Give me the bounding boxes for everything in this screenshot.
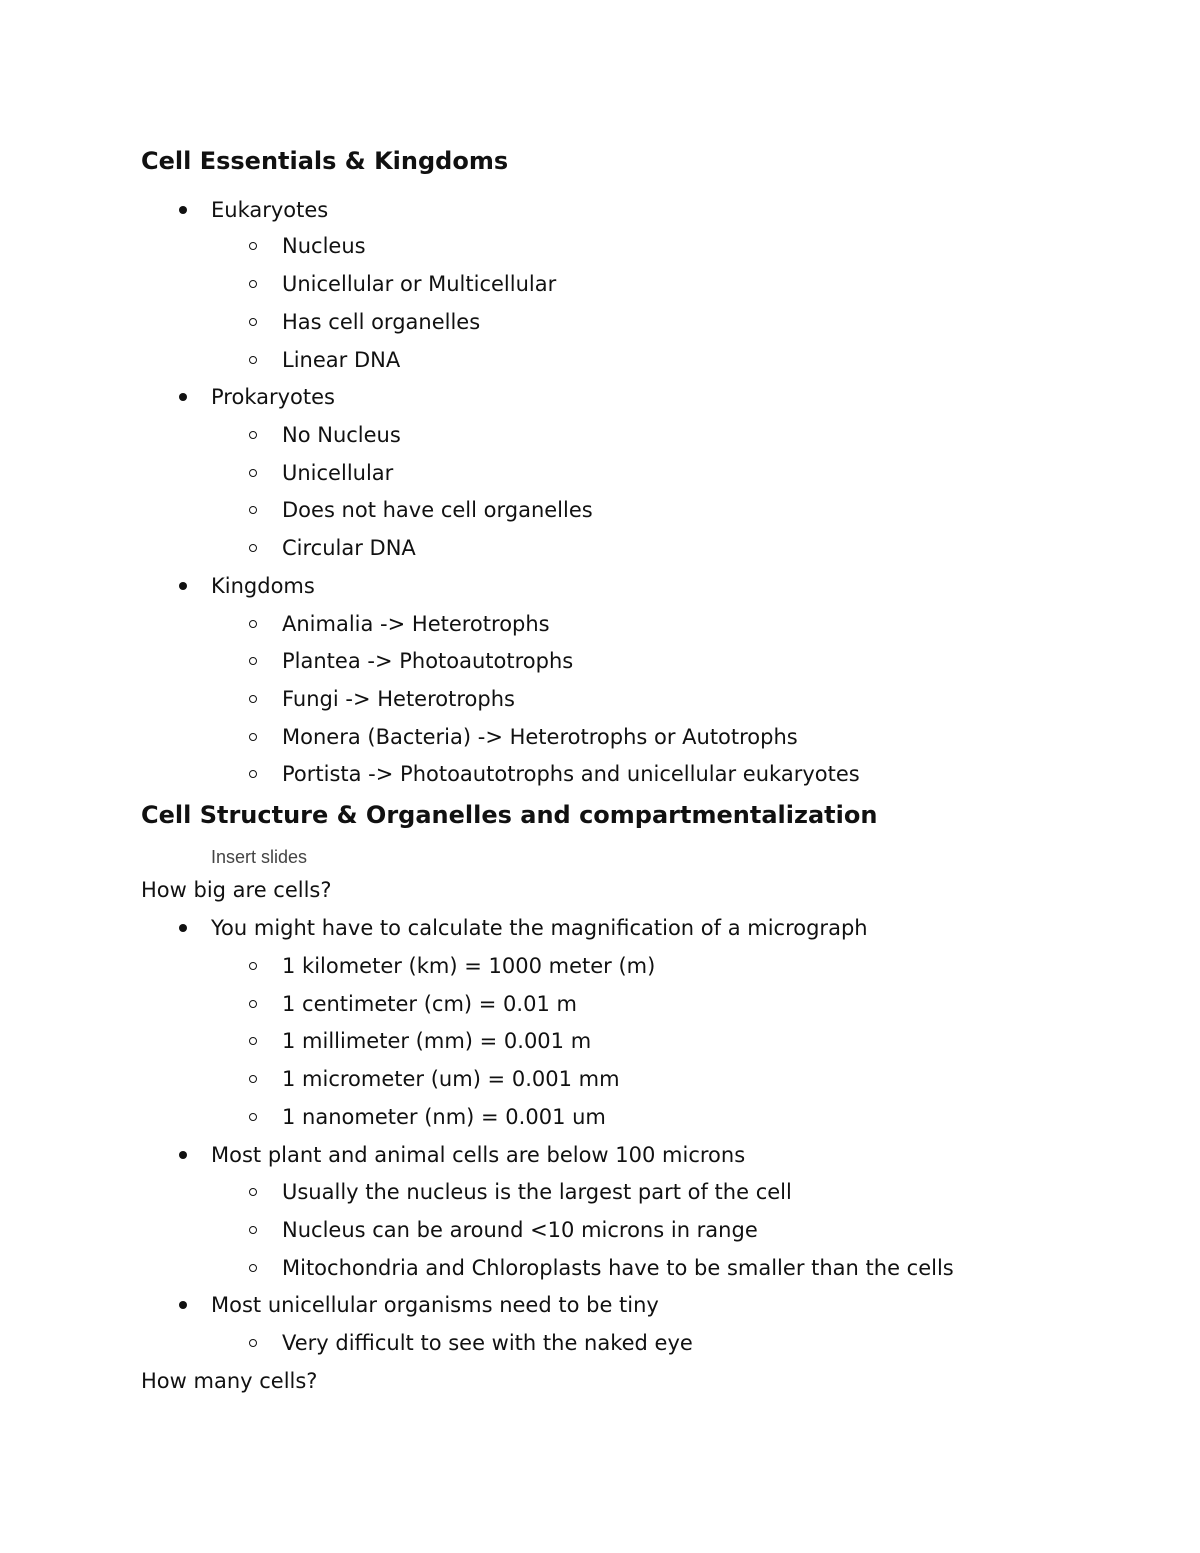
hollow-bullet-icon <box>249 620 257 628</box>
hollow-bullet-icon <box>249 242 257 250</box>
hollow-bullet-icon <box>249 356 257 364</box>
list-subitem-label: Usually the nucleus is the largest part of the cell <box>282 1180 792 1204</box>
list-subitem-label: 1 micrometer (um) = 0.001 mm <box>282 1067 620 1091</box>
list-subitem-label: Monera (Bacteria) -> Heterotrophs or Autotrophs <box>282 725 798 749</box>
list-subitem-label: 1 centimeter (cm) = 0.01 m <box>282 992 577 1016</box>
hollow-bullet-icon <box>249 657 257 665</box>
list-subitem-label: 1 millimeter (mm) = 0.001 m <box>282 1029 592 1053</box>
hollow-bullet-icon <box>249 318 257 326</box>
list-item-label: Most unicellular organisms need to be tiny <box>211 1293 659 1317</box>
hollow-bullet-icon <box>249 1264 257 1272</box>
hollow-bullet-icon <box>249 1113 257 1121</box>
hollow-bullet-icon <box>249 962 257 970</box>
section-title-cell-structure: Cell Structure & Organelles and compartmentalization <box>141 801 878 829</box>
hollow-bullet-icon <box>249 1339 257 1347</box>
list-subitem-label: Nucleus <box>282 234 366 258</box>
list-item-label: Eukaryotes <box>211 198 329 222</box>
bullet-icon <box>179 393 187 401</box>
list-item-label: Most plant and animal cells are below 100 microns <box>211 1143 746 1167</box>
list-subitem-label: Animalia -> Heterotrophs <box>282 612 550 636</box>
list-subitem-label: Plantea -> Photoautotrophs <box>282 649 574 673</box>
list-subitem-label: Linear DNA <box>282 348 401 372</box>
list-item-label: Prokaryotes <box>211 385 335 409</box>
insert-slides-note: Insert slides <box>211 847 308 867</box>
list-item-label: Kingdoms <box>211 574 315 598</box>
hollow-bullet-icon <box>249 1037 257 1045</box>
hollow-bullet-icon <box>249 469 257 477</box>
list-subitem-label: Circular DNA <box>282 536 416 560</box>
question-how-many: How many cells? <box>141 1369 318 1393</box>
list-item-label: You might have to calculate the magnification of a micrograph <box>211 916 868 940</box>
list-subitem-label: Fungi -> Heterotrophs <box>282 687 515 711</box>
bullet-icon <box>179 582 187 590</box>
bullet-icon <box>179 206 187 214</box>
hollow-bullet-icon <box>249 1000 257 1008</box>
list-subitem-label: Portista -> Photoautotrophs and unicellular eukaryotes <box>282 762 860 786</box>
list-subitem-label: Very difficult to see with the naked eye <box>282 1331 693 1355</box>
hollow-bullet-icon <box>249 431 257 439</box>
hollow-bullet-icon <box>249 770 257 778</box>
hollow-bullet-icon <box>249 1075 257 1083</box>
list-subitem-label: No Nucleus <box>282 423 401 447</box>
hollow-bullet-icon <box>249 1226 257 1234</box>
list-subitem-label: 1 nanometer (nm) = 0.001 um <box>282 1105 606 1129</box>
hollow-bullet-icon <box>249 733 257 741</box>
hollow-bullet-icon <box>249 280 257 288</box>
hollow-bullet-icon <box>249 544 257 552</box>
section-title-cell-essentials: Cell Essentials & Kingdoms <box>141 147 509 175</box>
hollow-bullet-icon <box>249 506 257 514</box>
bullet-icon <box>179 1301 187 1309</box>
list-subitem-label: Mitochondria and Chloroplasts have to be smaller than the cells <box>282 1256 954 1280</box>
list-subitem-label: 1 kilometer (km) = 1000 meter (m) <box>282 954 656 978</box>
question-how-big: How big are cells? <box>141 878 332 902</box>
hollow-bullet-icon <box>249 1188 257 1196</box>
bullet-icon <box>179 924 187 932</box>
list-subitem-label: Has cell organelles <box>282 310 481 334</box>
hollow-bullet-icon <box>249 695 257 703</box>
bullet-icon <box>179 1151 187 1159</box>
list-subitem-label: Nucleus can be around <10 microns in range <box>282 1218 758 1242</box>
list-subitem-label: Unicellular <box>282 461 394 485</box>
list-subitem-label: Does not have cell organelles <box>282 498 593 522</box>
list-subitem-label: Unicellular or Multicellular <box>282 272 557 296</box>
